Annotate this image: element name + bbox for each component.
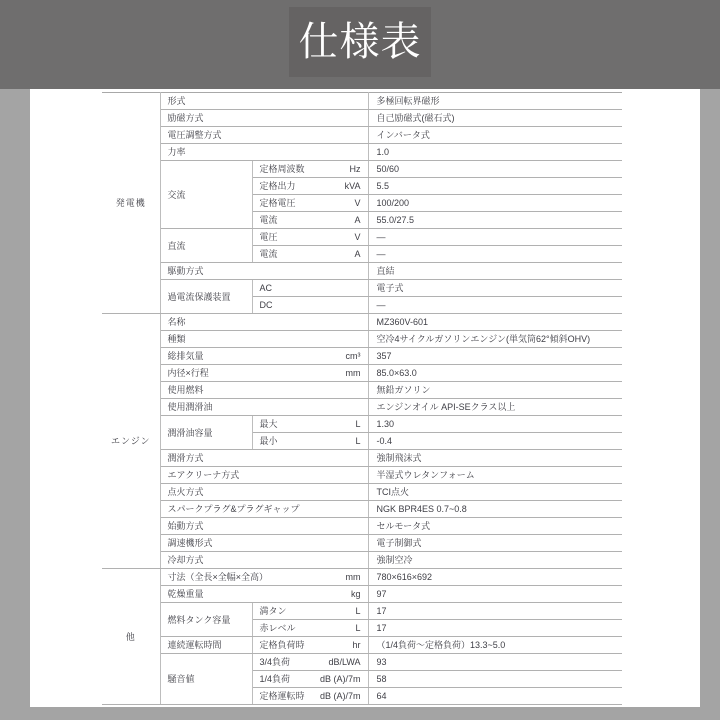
title-banner (0, 0, 720, 89)
spec-label-cell (160, 535, 368, 552)
spec-label-cell (160, 263, 368, 280)
spec-label-cell (160, 467, 368, 484)
spec-row (102, 416, 622, 433)
spec-label-cell (160, 569, 368, 586)
spec-value: エンジンオイル API-SEクラス以上 (368, 399, 622, 416)
section-label: 他 (102, 569, 160, 705)
spec-value: 半湿式ウレタンフォーム (368, 467, 622, 484)
spec-value: 93 (368, 654, 622, 671)
spec-unit: mm (345, 368, 361, 378)
spec-label: 内径×行程 (167, 368, 209, 378)
spec-unit: V (354, 198, 361, 208)
spec-value: NGK BPR4ES 0.7~0.8 (368, 501, 622, 518)
spec-label: 使用燃料 (167, 385, 204, 395)
spec-value: 97 (368, 586, 622, 603)
spec-sub-label: 定格周波数 (259, 164, 305, 174)
spec-unit: dB (A)/7m (319, 674, 361, 684)
spec-group-label: 過電流保護装置 (160, 280, 252, 314)
spec-label: 点火方式 (167, 487, 204, 497)
spec-sub-label: 定格出力 (259, 181, 296, 191)
spec-value: 17 (368, 603, 622, 620)
spec-row (102, 501, 622, 518)
spec-label-cell (160, 331, 368, 348)
spec-row (102, 637, 622, 654)
spec-value: 55.0/27.5 (368, 212, 622, 229)
spec-sub-cell (252, 433, 368, 450)
spec-value: -0.4 (368, 433, 622, 450)
spec-label-cell (160, 348, 368, 365)
spec-value: 357 (368, 348, 622, 365)
spec-row (102, 127, 622, 144)
spec-row (102, 467, 622, 484)
spec-row (102, 450, 622, 467)
spec-row (102, 263, 622, 280)
spec-label: 励磁方式 (167, 113, 204, 123)
page-title: 仕様表 (298, 20, 422, 64)
title-box (289, 7, 431, 77)
spec-sub-label: 3/4負荷 (259, 657, 291, 667)
spec-label: エアクリーナ方式 (167, 470, 240, 480)
spec-label-cell (160, 93, 368, 110)
spec-unit: cm³ (345, 351, 361, 361)
spec-unit: A (354, 215, 361, 225)
spec-unit: kg (350, 589, 361, 599)
spec-value: 直結 (368, 263, 622, 280)
spec-row (102, 586, 622, 603)
spec-value: インバータ式 (368, 127, 622, 144)
spec-row (102, 654, 622, 671)
spec-unit: kVA (344, 181, 361, 191)
spec-label-cell (160, 365, 368, 382)
spec-value: 空冷4サイクルガソリンエンジン(単気筒62°傾斜OHV) (368, 331, 622, 348)
spec-value: 5.5 (368, 178, 622, 195)
spec-label: 冷却方式 (167, 555, 204, 565)
spec-row (102, 93, 622, 110)
spec-unit: dB (A)/7m (319, 691, 361, 701)
spec-group-label: 交流 (160, 161, 252, 229)
spec-value: 無鉛ガソリン (368, 382, 622, 399)
spec-label: 調速機形式 (167, 538, 213, 548)
spec-unit: L (355, 606, 361, 616)
spec-sub-label: DC (259, 300, 273, 310)
spec-row (102, 348, 622, 365)
spec-label-cell (160, 501, 368, 518)
spec-group-label: 直流 (160, 229, 252, 263)
spec-unit: hr (352, 640, 361, 650)
spec-label-cell (160, 552, 368, 569)
spec-row (102, 569, 622, 586)
spec-unit: L (355, 436, 361, 446)
spec-label: スパークプラグ&プラグギャップ (167, 504, 300, 514)
spec-sub-cell (252, 195, 368, 212)
spec-sub-cell (252, 603, 368, 620)
spec-value: 64 (368, 688, 622, 705)
spec-value: ― (368, 297, 622, 314)
spec-value: 780×616×692 (368, 569, 622, 586)
spec-label-cell (160, 586, 368, 603)
section-label: 発電機 (102, 93, 160, 314)
spec-row (102, 144, 622, 161)
spec-group-label: 連続運転時間 (160, 637, 252, 654)
spec-label: 電圧調整方式 (167, 130, 222, 140)
spec-sub-label: AC (259, 283, 273, 293)
spec-value: 強制空冷 (368, 552, 622, 569)
spec-sub-cell (252, 161, 368, 178)
spec-label: 寸法（全長×全幅×全高） (167, 572, 269, 582)
spec-sub-cell (252, 297, 368, 314)
spec-table (102, 92, 622, 705)
spec-sub-label: 満タン (259, 606, 287, 616)
spec-row (102, 331, 622, 348)
spec-value: 50/60 (368, 161, 622, 178)
spec-sub-label: 定格負荷時 (259, 640, 305, 650)
spec-sub-cell (252, 654, 368, 671)
spec-value: 自己励磁式(磁石式) (368, 110, 622, 127)
spec-value: 85.0×63.0 (368, 365, 622, 382)
spec-label: 形式 (167, 96, 186, 106)
spec-value: 強制飛沫式 (368, 450, 622, 467)
spec-sub-cell (252, 688, 368, 705)
spec-label: 潤滑方式 (167, 453, 204, 463)
spec-label-cell (160, 314, 368, 331)
spec-label: 力率 (167, 147, 186, 157)
spec-sub-cell (252, 416, 368, 433)
spec-row (102, 365, 622, 382)
spec-row (102, 161, 622, 178)
spec-sub-label: 赤レベル (259, 623, 296, 633)
spec-sub-label: 電圧 (259, 232, 278, 242)
spec-unit: mm (345, 572, 361, 582)
spec-label-cell (160, 484, 368, 501)
spec-value: 58 (368, 671, 622, 688)
spec-unit: dB/LWA (328, 657, 361, 667)
section-label: エンジン (102, 314, 160, 569)
spec-unit: L (355, 623, 361, 633)
spec-label: 種類 (167, 334, 186, 344)
spec-row (102, 535, 622, 552)
spec-sub-label: 電流 (259, 215, 278, 225)
spec-sub-cell (252, 246, 368, 263)
spec-value: TCI点火 (368, 484, 622, 501)
spec-value: MZ360V-601 (368, 314, 622, 331)
spec-label: 乾燥重量 (167, 589, 204, 599)
spec-value: 100/200 (368, 195, 622, 212)
spec-sub-cell (252, 212, 368, 229)
spec-value: セルモータ式 (368, 518, 622, 535)
spec-value: 多極回転界磁形 (368, 93, 622, 110)
spec-label: 始動方式 (167, 521, 204, 531)
spec-value: 17 (368, 620, 622, 637)
spec-row (102, 314, 622, 331)
spec-row (102, 399, 622, 416)
spec-group-label: 騒音値 (160, 654, 252, 705)
spec-sub-label: 定格電圧 (259, 198, 296, 208)
spec-label: 使用潤滑油 (167, 402, 213, 412)
spec-unit: L (355, 419, 361, 429)
spec-sub-cell (252, 671, 368, 688)
spec-value: （1/4負荷～定格負荷）13.3~5.0 (368, 637, 622, 654)
spec-row (102, 603, 622, 620)
spec-label-cell (160, 399, 368, 416)
spec-group-label: 燃料タンク容量 (160, 603, 252, 637)
spec-unit: V (354, 232, 361, 242)
spec-row (102, 552, 622, 569)
spec-row (102, 110, 622, 127)
spec-label-cell (160, 518, 368, 535)
spec-label: 名称 (167, 317, 186, 327)
spec-row (102, 484, 622, 501)
spec-sub-cell (252, 178, 368, 195)
spec-label-cell (160, 382, 368, 399)
spec-value: ― (368, 246, 622, 263)
spec-group-label: 潤滑油容量 (160, 416, 252, 450)
spec-sub-label: 最小 (259, 436, 278, 446)
spec-sheet (30, 89, 700, 707)
spec-row (102, 518, 622, 535)
spec-value: ― (368, 229, 622, 246)
spec-sub-cell (252, 229, 368, 246)
spec-value: 電子式 (368, 280, 622, 297)
spec-label-cell (160, 450, 368, 467)
spec-label-cell (160, 110, 368, 127)
spec-value: 1.0 (368, 144, 622, 161)
spec-row (102, 229, 622, 246)
spec-row (102, 382, 622, 399)
spec-label-cell (160, 144, 368, 161)
spec-sub-label: 定格運転時 (259, 691, 305, 701)
spec-sub-cell (252, 620, 368, 637)
spec-unit: Hz (349, 164, 361, 174)
spec-sub-label: 最大 (259, 419, 278, 429)
spec-label-cell (160, 127, 368, 144)
spec-label: 駆動方式 (167, 266, 204, 276)
spec-value: 1.30 (368, 416, 622, 433)
spec-unit: A (354, 249, 361, 259)
spec-row (102, 280, 622, 297)
spec-sub-label: 1/4負荷 (259, 674, 291, 684)
spec-sub-label: 電流 (259, 249, 278, 259)
spec-label: 総排気量 (167, 351, 204, 361)
spec-sub-cell (252, 637, 368, 654)
spec-sub-cell (252, 280, 368, 297)
spec-value: 電子制御式 (368, 535, 622, 552)
